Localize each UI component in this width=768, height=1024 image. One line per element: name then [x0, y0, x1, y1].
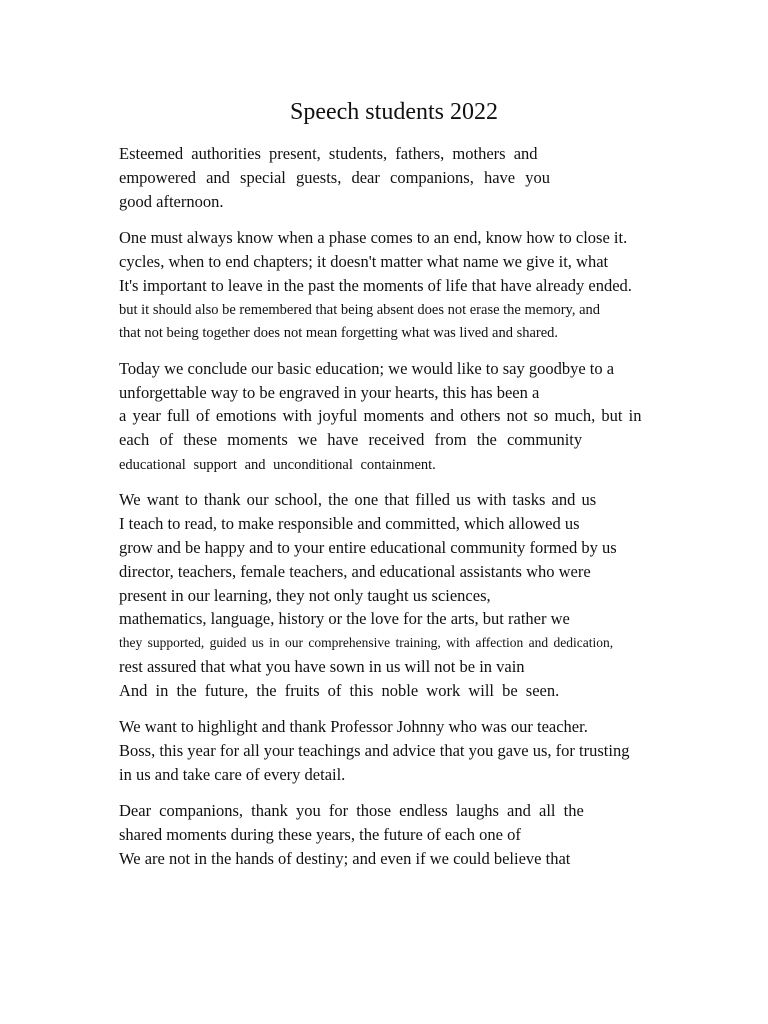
- paragraph-5-line-3: in us and take care of every detail.: [119, 765, 346, 784]
- paragraph-2-line-5: that not being together does not mean forgetting what was lived and shared.: [119, 325, 559, 341]
- paragraph-4-line-8: rest assured that what you have sown in us will not be in vain: [119, 657, 525, 676]
- paragraph-4-line-7: they supported, guided us in our comprehensive training, with affection and dedication,: [119, 635, 614, 650]
- paragraph-6-line-2: shared moments during these years, the future of each one of: [119, 825, 521, 844]
- paragraph-2-line-3: It's important to leave in the past the moments of life that have already ended.: [119, 276, 632, 295]
- paragraph-3-line-2: unforgettable way to be engraved in your hearts, this has been a: [119, 383, 540, 402]
- paragraph-3-line-4: each of these moments we have received from the community: [119, 430, 583, 449]
- paragraph-1-line-2: empowered and special guests, dear companions, have you: [119, 168, 550, 187]
- paragraph-1-line-3: good afternoon.: [119, 192, 224, 211]
- paragraph-5-line-2: Boss, this year for all your teachings and advice that you gave us, for trusting: [119, 741, 630, 760]
- paragraph-6-line-3: We are not in the hands of destiny; and even if we could believe that: [119, 849, 571, 868]
- paragraph-4-line-5: present in our learning, they not only taught us sciences,: [119, 586, 491, 605]
- paragraph-6-line-1: Dear companions, thank you for those endless laughs and all the: [119, 801, 584, 820]
- paragraph-3-line-5: educational support and unconditional containment.: [119, 457, 436, 473]
- paragraph-4-line-4: director, teachers, female teachers, and educational assistants who were: [119, 562, 591, 581]
- paragraph-4-line-1: We want to thank our school, the one that filled us with tasks and us: [119, 490, 597, 509]
- paragraph-1-line-1: Esteemed authorities present, students, fathers, mothers and: [119, 144, 538, 163]
- paragraph-4-line-2: I teach to read, to make responsible and committed, which allowed us: [119, 514, 580, 533]
- paragraph-4-line-6: mathematics, language, history or the love for the arts, but rather we: [119, 609, 570, 628]
- paragraph-5-line-1: We want to highlight and thank Professor Johnny who was our teacher.: [119, 717, 588, 736]
- paragraph-3-line-1: Today we conclude our basic education; we would like to say goodbye to a: [119, 359, 615, 378]
- document-title: Speech students 2022: [290, 99, 498, 125]
- paragraph-4-line-3: grow and be happy and to your entire educational community formed by us: [119, 538, 617, 557]
- paragraph-2-line-2: cycles, when to end chapters; it doesn't matter what name we give it, what: [119, 252, 609, 271]
- paragraph-3-line-3: a year full of emotions with joyful moments and others not so much, but in: [119, 406, 642, 425]
- paragraph-2-line-4: but it should also be remembered that being absent does not erase the memory, and: [119, 302, 601, 318]
- paragraph-2-line-1: One must always know when a phase comes to an end, know how to close it.: [119, 228, 628, 247]
- paragraph-4-line-9: And in the future, the fruits of this noble work will be seen.: [119, 681, 560, 700]
